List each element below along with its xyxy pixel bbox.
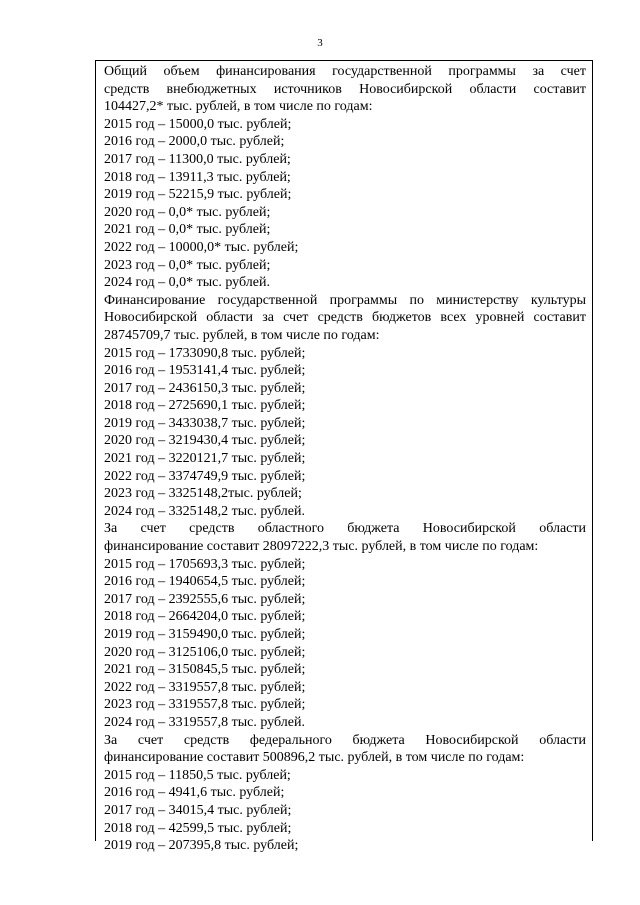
text-line: 2020 год – 3125106,0 тыс. рублей; [104,644,306,660]
text-line: 2017 год – 2392555,6 тыс. рублей; [104,591,306,607]
text-line: 2015 год – 11850,5 тыс. рублей; [104,767,291,783]
text-line: 2021 год – 0,0* тыс. рублей; [104,222,271,238]
financing-table-cell [95,60,593,854]
text-line: 2024 год – 0,0* тыс. рублей. [104,275,270,291]
text-line: 2022 год – 3374749,9 тыс. рублей; [104,468,306,484]
text-line: 2019 год – 3159490,0 тыс. рублей; [104,627,306,642]
text-line: 2015 год – 1733090,8 тыс. рублей; [104,345,306,361]
text-line: 2017 год – 34015,4 тыс. рублей; [104,802,292,818]
text-line: 2024 год – 3325148,2 тыс. рублей. [104,503,305,519]
text-line: Новосибирской области за счет средств бюджетов всех уровней составит [104,310,586,326]
text-line: 2015 год – 1705693,3 тыс. рублей; [104,556,306,572]
text-line: 2020 год – 0,0* тыс. рублей; [104,204,271,220]
text-line: 2020 год – 3219430,4 тыс. рублей; [104,433,306,449]
text-line: средств внебюджетных источников Новосибирской области составит [104,81,586,97]
text-line: 2015 год – 15000,0 тыс. рублей; [104,116,292,132]
text-line: финансирование составит 500896,2 тыс. рублей, в том числе по годам: [104,750,525,766]
text-line: За счет средств областного бюджета Новосибирской области [104,521,586,537]
text-line: 2016 год – 1953141,4 тыс. рублей; [104,363,306,379]
text-line: Финансирование государственной программы по министерству культуры [104,292,586,308]
text-line: финансирование составит 28097222,3 тыс. рублей, в том числе по годам: [104,539,539,555]
text-line: 2019 год – 3433038,7 тыс. рублей; [104,415,306,431]
text-line: 2016 год – 4941,6 тыс. рублей; [104,785,285,801]
text-line: 2018 год – 42599,5 тыс. рублей; [104,820,292,836]
text-line: 28745709,7 тыс. рублей, в том числе по годам: [104,327,380,343]
text-line: 2023 год – 3319557,8 тыс. рублей; [104,697,306,713]
text-line: 2022 год – 3319557,8 тыс. рублей; [104,679,306,695]
text-line: 2023 год – 3325148,2тыс. рублей; [104,486,302,502]
text-line: 2018 год – 2725690,1 тыс. рублей; [104,398,306,414]
text-line: 2018 год – 13911,3 тыс. рублей; [104,169,291,185]
text-line: 2016 год – 2000,0 тыс. рублей; [104,134,285,150]
text-line: За счет средств федерального бюджета Новосибирской области [104,732,586,748]
text-line: 2017 год – 11300,0 тыс. рублей; [104,151,291,167]
text-line: 2023 год – 0,0* тыс. рублей; [104,257,271,273]
text-line: 2016 год – 1940654,5 тыс. рублей; [104,574,306,590]
text-line: 2021 год – 3150845,5 тыс. рублей; [104,662,306,678]
text-line: 2019 год – 52215,9 тыс. рублей; [104,187,292,203]
page-number: 3 [317,37,323,49]
text-line: 104427,2* тыс. рублей, в том числе по годам: [104,99,373,115]
text-line: 2017 год – 2436150,3 тыс. рублей; [104,380,306,396]
text-line: 2018 год – 2664204,0 тыс. рублей; [104,609,306,625]
text-line: 2022 год – 10000,0* тыс. рублей; [104,239,299,255]
text-line: 2024 год – 3319557,8 тыс. рублей. [104,714,305,730]
financing-text [104,63,586,855]
text-line: Общий объем финансирования государственной программы за счет [104,64,586,79]
text-line: 2019 год – 207395,8 тыс. рублей; [104,838,299,854]
text-line: 2021 год – 3220121,7 тыс. рублей; [104,451,306,467]
